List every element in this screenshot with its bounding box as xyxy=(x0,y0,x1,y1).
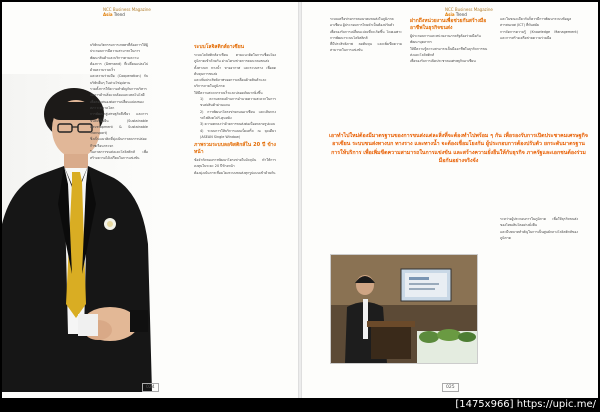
paragraph: ผู้ประกอบการและหน่วยงานภาครัฐต้องร่วมมือกันพัฒนาบุคลากร xyxy=(410,34,481,45)
paragraph: ข้อจำกัดของการพัฒนาโครงข่ายในปัจจุบัน ทำให้การลงทุนในระยะ 20 ปีข้างหน้า xyxy=(194,158,276,169)
section-heading: ฝากถึงหน่วยงานเพื่อช่วยกันสร้างมืออาชีพในธุรกิจขนส่ง xyxy=(410,18,487,31)
section-label: Asia Trend xyxy=(445,12,467,17)
paragraph: เพื่อตอบสนองต่อการเปลี่ยนแปลงของสภาวะตลาดโลก xyxy=(90,99,144,110)
right-column-1 xyxy=(330,16,402,126)
section-heading-2: ภาพรวมระบบลอจิสติกส์ใน 20 ปี ข้างหน้า xyxy=(194,142,276,156)
paragraph: พัฒนาสินค้าและบริการตามความต้องการ (Demand) ที่เปลี่ยนแปลงไปด้วยความรวดเร็ว xyxy=(90,55,148,73)
paragraph: เพื่อรองรับการเปลี่ยนแปลงที่จะเกิดขึ้น โดยเฉพาะการพัฒนาระบบโลจิสติกส์ xyxy=(330,29,402,40)
paragraph: ระบบเครือข่ายการคมนาคมขนส่งในภูมิภาคอาเซียน ผู้ประกอบการไทยจำเป็นต้องปรับตัว xyxy=(330,17,395,28)
paragraph: การจัดการความรู้ (Knowledge Management) และการสร้างเครือข่ายความร่วมมือ xyxy=(500,29,578,40)
bullet-item: 1) ความตกลงด้านการอำนวยความสะดวกในการขนส่งสินค้าผ่านแดน xyxy=(200,97,276,108)
paragraph: และในขณะเดียวกันก็ควรมีการพัฒนาระบบข้อมูลสารสนเทศ (ICT) ที่ทันสมัย xyxy=(500,17,572,28)
pull-quote: เอาทำไปใหม่ต้องมีมาตรฐานของการขนส่งแต่ละสิ่งที่จะต้องทำไปพร้อม ๆ กัน เพื่อรองรับการเปิดประชาคมเศรษฐกิจอาเซียน ระบบขนส่งทางบก ทางราง และทางน้ำ จะต้องเชื่อมโยงกัน ผู้ประกอบการต้องปรับตัว ยกระดับมาตรฐานการให้บริการ เพื่อเพิ่มขีดความสามารถในการแข่งขัน และสร้างความยั่งยืนให้กับธุรกิจ ภาครัฐและเอกชนต้องร่วมมือกันอย่างจริงจัง xyxy=(329,133,588,164)
paragraph: ระหว่างผู้ประกอบการในภูมิภาค เพื่อให้ธุรกิจขนส่งของไทยเติบโตอย่างยั่งยืน xyxy=(500,217,578,228)
conference-photo xyxy=(330,254,478,364)
paragraph: ในภาคการขนส่งและโลจิสติกส์ เพื่อสร้างความได้เปรียบในการแข่งขัน xyxy=(90,150,148,161)
right-page xyxy=(302,2,598,398)
bullet-item: 3) ความตกลงว่าด้วยการขนส่งต่อเนื่องหลายรูปแบบ xyxy=(200,122,275,127)
paragraph: ให้มีความรู้ความสามารถเป็นมืออาชีพในธุรกิจการขนส่งและโลจิสติกส์ xyxy=(410,46,488,57)
paragraph: บริษัทนวัตกรรมการเกษตรที่ต้องการให้ผู้ประกอบการมีความสามารถในการ xyxy=(90,43,148,54)
paragraph: ระบบโลจิสติกส์อาเซียน ตามแนวคิดในการเชื่อมโยงภูมิภาคเข้าด้วยกัน ผ่านโครงข่ายการคมนาคมขนส่ง xyxy=(194,53,276,64)
paragraph: และมีบทบาทสำคัญในการเป็นศูนย์กลางโลจิสติกส์ของภูมิภาค xyxy=(500,229,578,240)
left-page xyxy=(2,2,298,398)
right-column-3-top xyxy=(500,16,578,128)
right-column-2 xyxy=(410,16,490,126)
paragraph: ให้มีความสะดวกรวดเร็วและปลอดภัยมากยิ่งขึ้น xyxy=(194,90,263,95)
magazine-name: NCC Business Magazine xyxy=(445,7,493,12)
right-column-3-bottom xyxy=(500,216,578,386)
paragraph: ซึ่งเป็นแนวคิดที่มุ่งเน้นการลดการปล่อยก๊าซเรือนกระจก xyxy=(90,137,147,148)
left-column-1 xyxy=(90,42,148,272)
magazine-spread xyxy=(2,2,598,398)
paragraph: และเพิ่มประสิทธิภาพของการเคลื่อนย้ายสินค้าและบริการภายในภูมิภาค xyxy=(194,78,267,89)
bullet-item: 2) การพัฒนาโครงข่ายถนนอาเซียน และเส้นทางรถไฟสิงคโปร์-คุนหมิง xyxy=(200,109,276,120)
page-number-right: 025 xyxy=(442,383,459,392)
conference-illustration xyxy=(331,255,477,363)
left-column-2 xyxy=(194,42,276,372)
magazine-header-left xyxy=(103,7,151,17)
section-label: Asia Trend xyxy=(103,12,125,17)
paragraph: ต้องมุ่งเน้นการเชื่อมโยงระบบขนส่งทุกรูปแบบเข้าด้วยกัน xyxy=(194,170,276,175)
page-number-left: 024 xyxy=(142,383,159,392)
paragraph: ทั้งทางบก ทางน้ำ ทางอากาศ และระบบราง เพื่อลดต้นทุนการขนส่ง xyxy=(194,65,276,76)
magazine-name: NCC Business Magazine xyxy=(103,7,151,12)
bullet-item: 4) ระบบการให้บริการแบบเบ็ดเสร็จ ณ จุดเดียว (ASEAN Single Window) xyxy=(200,128,276,139)
watermark: [1475x966] https://upic.me/ xyxy=(455,399,596,410)
paragraph: เพื่อรองรับการเปิดประชาคมเศรษฐกิจอาเซียน xyxy=(410,59,476,64)
paragraph: รวมทั้งการให้ความสำคัญกับการบริหารจัดการด้านสิ่งแวดล้อมและเทคโนโลยี xyxy=(90,87,147,98)
paragraph: ที่มีประสิทธิภาพ ลดต้นทุน และเพิ่มขีดความสามารถในการแข่งขัน xyxy=(330,42,402,53)
section-heading: ระบบโลจิสติกส์อาเซียน xyxy=(194,44,245,50)
paragraph: และความร่วมมือ (Cooperation) กับบริษัทอื่นๆ ในห่วงโซ่อุปทาน xyxy=(90,74,148,85)
paragraph: การพัฒนาสู่เศรษฐกิจสีเขียว และการขนส่งที่ยั่งยืน (Sustainable Development & Sustainable Transport) xyxy=(90,112,148,136)
